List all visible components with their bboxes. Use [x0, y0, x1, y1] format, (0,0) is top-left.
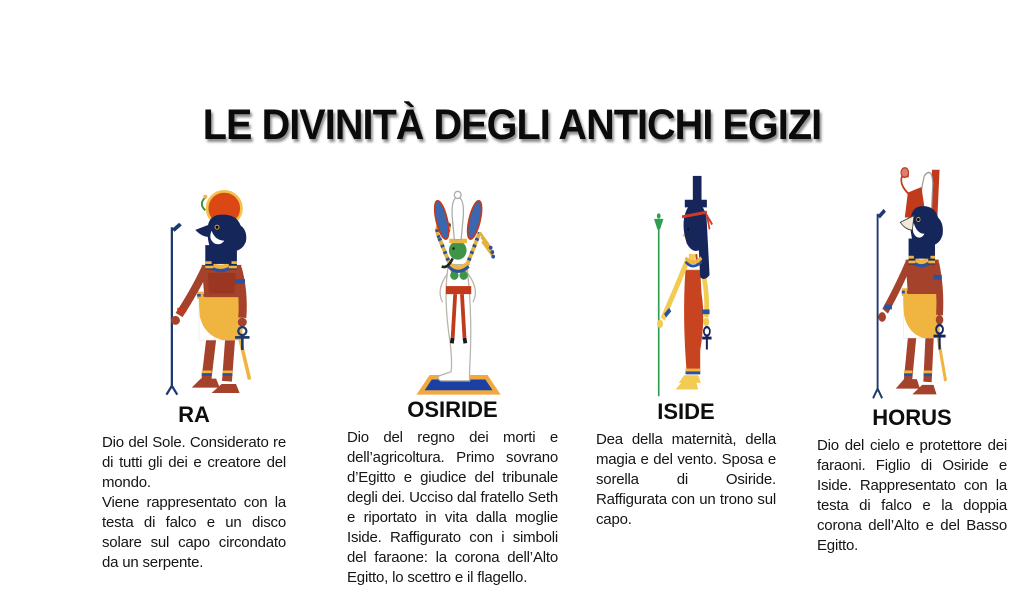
- osiride-figure: [402, 186, 516, 396]
- ankh-icon: [702, 327, 711, 349]
- was-scepter-icon: [873, 209, 886, 398]
- deity-name: RA: [178, 402, 210, 427]
- papyrus-staff-icon: [654, 213, 663, 396]
- deity-description: Viene rappresentato con la testa di falco e un disco solare sul capo circondato da un serpente.: [102, 494, 286, 571]
- deity-description: Dio del regno dei morti e dell’agricoltura. Primo sovrano d’Egitto e giudice del tribunale degli dei. Ucciso dal fratello Seth e riportato in vita dalla moglie Iside. Raffigurato con i simboli del faraone: la corona dell’Alto Egitto, lo scettro e il flagello.: [347, 429, 558, 586]
- iside-illustration: [644, 174, 741, 401]
- deity-name: ISIDE: [657, 399, 715, 424]
- atef-crown-icon: [432, 191, 485, 240]
- deity-column-horus: [817, 405, 1007, 556]
- deity-column-osiride: [347, 397, 558, 588]
- iside-figure: [644, 174, 741, 401]
- deity-description: Dio del cielo e protettore dei faraoni. Figlio di Osiride e Iside. Rappresentato con la testa di falco e la doppia corona dell’Alto e del Basso Egitto.: [817, 437, 1007, 554]
- page-title: LE DIVINITÀ DEGLI ANTICHI EGIZI: [202, 101, 822, 149]
- deity-name: OSIRIDE: [407, 397, 498, 422]
- deity-name: HORUS: [872, 405, 952, 430]
- deity-column-ra: [102, 402, 286, 573]
- horus-figure: [864, 164, 966, 403]
- deity-description: Dio del Sole. Considerato re di tutti gli dei e creatore del mondo.: [102, 434, 286, 491]
- osiride-illustration: [402, 186, 516, 396]
- ra-figure: [152, 186, 292, 401]
- throne-crown-icon: [685, 176, 707, 207]
- deity-description: Dea della maternità, della magia e del vento. Sposa e sorella di Osiride. Raffigurata con un trono sul capo.: [596, 431, 776, 528]
- horus-illustration: [864, 164, 966, 403]
- deity-column-iside: [596, 399, 776, 530]
- ra-illustration: [152, 186, 292, 401]
